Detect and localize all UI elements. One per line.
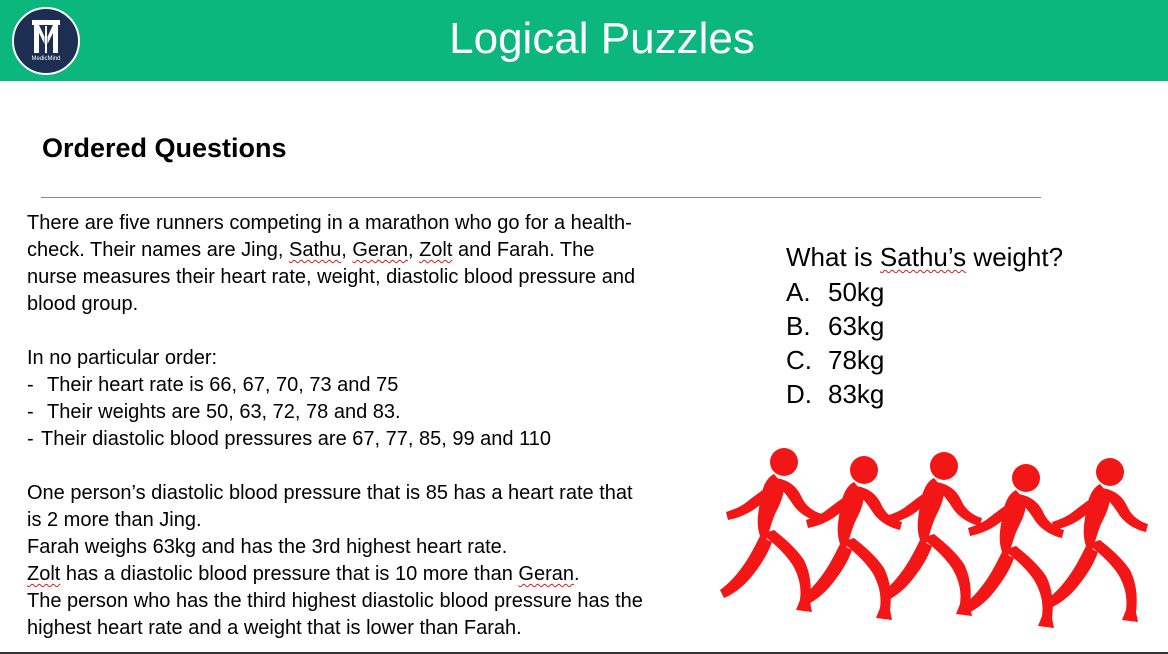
runner-figure xyxy=(720,448,1148,628)
answer-option-a[interactable]: A. 50kg xyxy=(786,277,885,307)
header-bar xyxy=(0,0,1168,81)
name-geran: Geran xyxy=(518,563,574,585)
clue-line: The person who has the third highest diastolic blood pressure has the xyxy=(27,590,643,612)
intro-line: check. Their names are Jing, Sathu, Geran, Zolt and Farah. The xyxy=(27,239,595,261)
answer-option-d[interactable]: D. 83kg xyxy=(786,379,885,409)
name-sathu: Sathu xyxy=(288,239,342,261)
list-item: - Their heart rate is 66, 67, 70, 73 and 75 xyxy=(27,374,399,396)
question-text: What is Sathu’s weight? xyxy=(786,242,1064,272)
intro-line: nurse measures their heart rate, weight, diastolic blood pressure and xyxy=(27,266,636,288)
order-heading: In no particular order: xyxy=(27,347,218,369)
page-title: Logical Puzzles xyxy=(449,14,755,63)
name-zolt: Zolt xyxy=(419,239,453,261)
clue-line: highest heart rate and a weight that is lower than Farah. xyxy=(27,617,522,639)
name-sathu: Sathu’s xyxy=(879,242,967,272)
clue-line: Zolt has a diastolic blood pressure that is 10 more than Geran. xyxy=(27,563,580,585)
running-people-icon xyxy=(700,438,1168,644)
logo-text: MedicMind xyxy=(31,56,61,62)
divider xyxy=(41,197,1041,198)
name-zolt: Zolt xyxy=(27,563,61,585)
name-geran: Geran xyxy=(352,239,408,261)
puzzle-text xyxy=(27,210,727,642)
intro-line: There are five runners competing in a marathon who go for a health- xyxy=(27,212,632,234)
answer-option-c[interactable]: C. 78kg xyxy=(786,345,885,375)
clue-line: One person’s diastolic blood pressure that is 85 has a heart rate that xyxy=(27,482,633,504)
answer-options xyxy=(786,275,884,411)
clue-line: is 2 more than Jing. xyxy=(27,509,202,531)
section-title: Ordered Questions xyxy=(42,133,287,163)
intro-line: blood group. xyxy=(27,293,139,315)
clue-line: Farah weighs 63kg and has the 3rd highest heart rate. xyxy=(27,536,508,558)
list-item: - Their weights are 50, 63, 72, 78 and 83. xyxy=(27,401,401,423)
list-item: - Their diastolic blood pressures are 67, 77, 85, 99 and 110 xyxy=(27,428,551,450)
answer-option-b[interactable]: B. 63kg xyxy=(786,311,885,341)
